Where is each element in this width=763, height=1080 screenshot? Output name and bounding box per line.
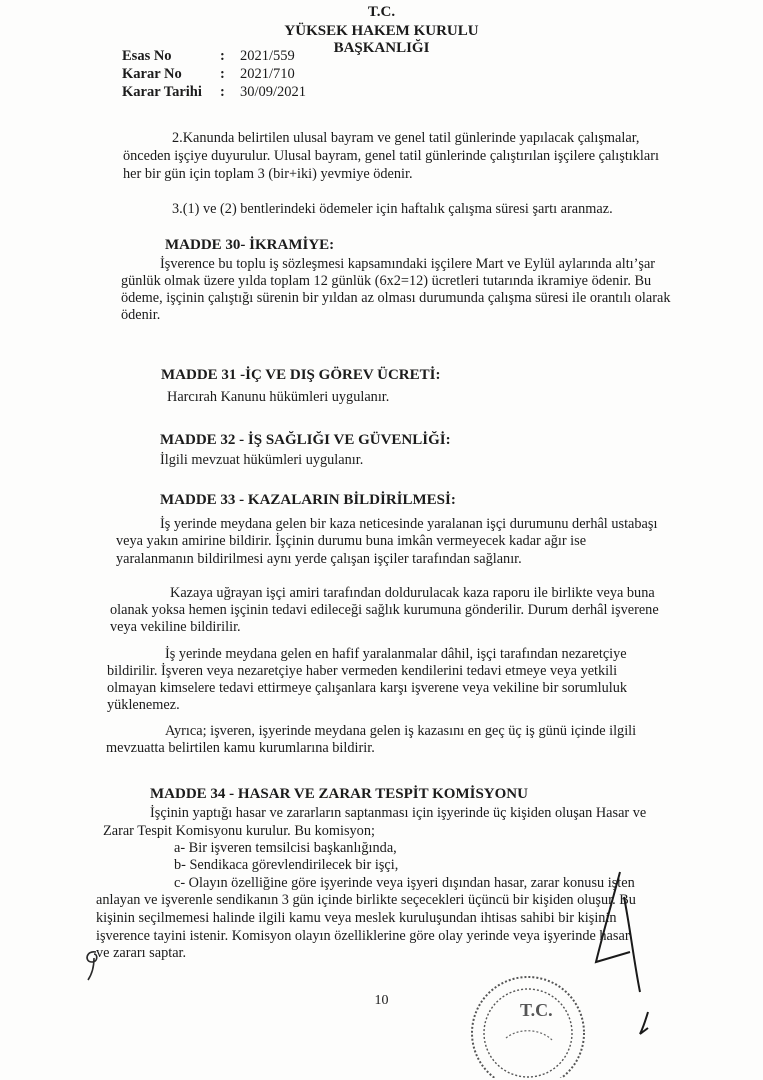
madde-30-line: İşverence bu toplu iş sözleşmesi kapsamındaki işçilere Mart ve Eylül aylarında altı’şar [160, 256, 656, 272]
madde-32-title: MADDE 32 - İŞ SAĞLIĞI VE GÜVENLİĞİ: [160, 432, 451, 448]
header-dept: BAŞKANLIĞI [333, 40, 430, 56]
madde-34-intro-line: İşçinin yaptığı hasar ve zararların saptanması için işyerinde üç kişiden oluşan Hasar ve [150, 805, 647, 821]
page-number: 10 [374, 993, 389, 1008]
meta-value: 30/09/2021 [240, 84, 307, 100]
madde-33-p3-line: yüklenemez. [107, 697, 180, 713]
madde-33-title: MADDE 33 - KAZALARIN BİLDİRİLMESİ: [160, 492, 456, 508]
madde-30-line: günlük olmak üzere yılda toplam 12 günlük (6x2=12) ücretleri tutarında ikramiye ödenir. Bu [121, 273, 652, 289]
meta-key: Karar No [122, 66, 182, 82]
madde-33-p3-line: İş yerinde meydana gelen en hafif yaralanmalar dâhil, işçi tarafından nezaretçiye [165, 646, 627, 662]
madde-30-line: ödeme, işçinin çalıştığı sürenin bir yıldan az olması durumunda çalışma süresi ile orantılı olarak [121, 290, 671, 306]
madde-33-p2-line: olanak yoksa hemen işçinin tedavi edileceği sağlık kurumuna gönderilir. Durum derhâl işverene [110, 602, 659, 618]
meta-colon: : [220, 84, 225, 100]
madde-33-p3-line: bildirilir. İşveren veya nezaretçiye haber vermeden kendilerini tedavi etmeye veya yetkili [107, 663, 618, 679]
madde-34-item: a- Bir işveren temsilcisi başkanlığında, [174, 840, 397, 856]
madde-34-intro-line: Zarar Tespit Komisyonu kurulur. Bu komisyon; [103, 823, 375, 839]
madde-34-title: MADDE 34 - HASAR VE ZARAR TESPİT KOMİSYONU [150, 786, 528, 802]
madde-33-p1-line: veya yakın amirine bildirir. İşçinin durumu buna imkân vermeyecek kadar ağır ise [116, 533, 587, 549]
para-2-line: önceden işçiye duyurulur. Ulusal bayram, genel tatil günlerinde çalıştırılan işçilere çalıştıkları [123, 148, 659, 164]
madde-33-p1-line: yaralanmanın bildirilmesi aynı yerde çalışan işçiler tarafından sağlanır. [116, 551, 522, 567]
madde-34-rest-line: işverence tayini istenir. Komisyon olayın özelliklerine göre olay yerinde veya işyerinde hasar [96, 928, 630, 944]
madde-33-p4-line: Ayrıca; işveren, işyerinde meydana gelen iş kazasını en geç üç iş günü içinde ilgili [165, 723, 637, 739]
madde-30-title: MADDE 30- İKRAMİYE: [165, 237, 335, 253]
meta-colon: : [220, 48, 225, 64]
madde-34-item: b- Sendikaca görevlendirilecek bir işçi, [174, 857, 399, 873]
madde-33-p3-line: olmayan kimselere tedavi ettirmeye çalışanlara karşı işverene veya vekiline bir sorumluluk [107, 680, 628, 696]
madde-31-title: MADDE 31 -İÇ VE DIŞ GÖREV ÜCRETİ: [161, 367, 441, 383]
meta-colon: : [220, 66, 225, 82]
para-2-line: her bir gün için toplam 3 (bir+iki) yevmiye ödenir. [123, 166, 413, 182]
meta-key: Esas No [122, 48, 172, 64]
meta-value: 2021/559 [240, 48, 295, 64]
madde-31-line: Harcırah Kanunu hükümleri uygulanır. [167, 389, 390, 405]
madde-30-line: ödenir. [121, 307, 161, 323]
header-org: YÜKSEK HAKEM KURULU [284, 23, 479, 39]
madde-32-line: İlgili mevzuat hükümleri uygulanır. [160, 452, 364, 468]
meta-tarih [122, 84, 306, 101]
meta-esas [122, 48, 295, 65]
meta-key: Karar Tarihi [122, 84, 202, 100]
madde-34-item: c- Olayın özelliğine göre işyerinde veya işyeri dışından hasar, zarar konusu işten [174, 875, 635, 891]
madde-33-p4-line: mevzuatta belirtilen kamu kurumlarına bildirir. [106, 740, 375, 756]
stamp-text: T.C. [520, 1000, 553, 1020]
header-tc: T.C. [367, 4, 396, 20]
signature [590, 852, 670, 1042]
madde-33-p2-line: veya vekiline bildirilir. [110, 619, 241, 635]
meta-karar [122, 66, 295, 83]
madde-33-p2-line: Kazaya uğrayan işçi amiri tarafından doldurulacak kaza raporu ile birlikte veya buna [170, 585, 655, 601]
para-3: 3.(1) ve (2) bentlerindeki ödemeler için haftalık çalışma süresi şartı aranmaz. [172, 201, 613, 217]
madde-33-p1-line: İş yerinde meydana gelen bir kaza neticesinde yaralanan işçi durumunu derhâl ustabaşı [160, 516, 658, 532]
madde-34-rest-line: ve zararı saptar. [96, 945, 187, 961]
meta-value: 2021/710 [240, 66, 295, 82]
para-2-line: 2.Kanunda belirtilen ulusal bayram ve genel tatil günlerinde yapılacak çalışmalar, [172, 130, 640, 146]
handwritten-initial [78, 946, 108, 986]
madde-34-rest-line: anlayan ve işverenle sendikanın 3 gün içinde birlikte seçecekleri üçüncü bir kişiden oluşur. Bu [96, 892, 636, 908]
madde-34-rest-line: kişinin seçilmemesi halinde ilgili kamu veya meslek kuruluşundan ihtisas sahibi bir kişinin [96, 910, 617, 926]
